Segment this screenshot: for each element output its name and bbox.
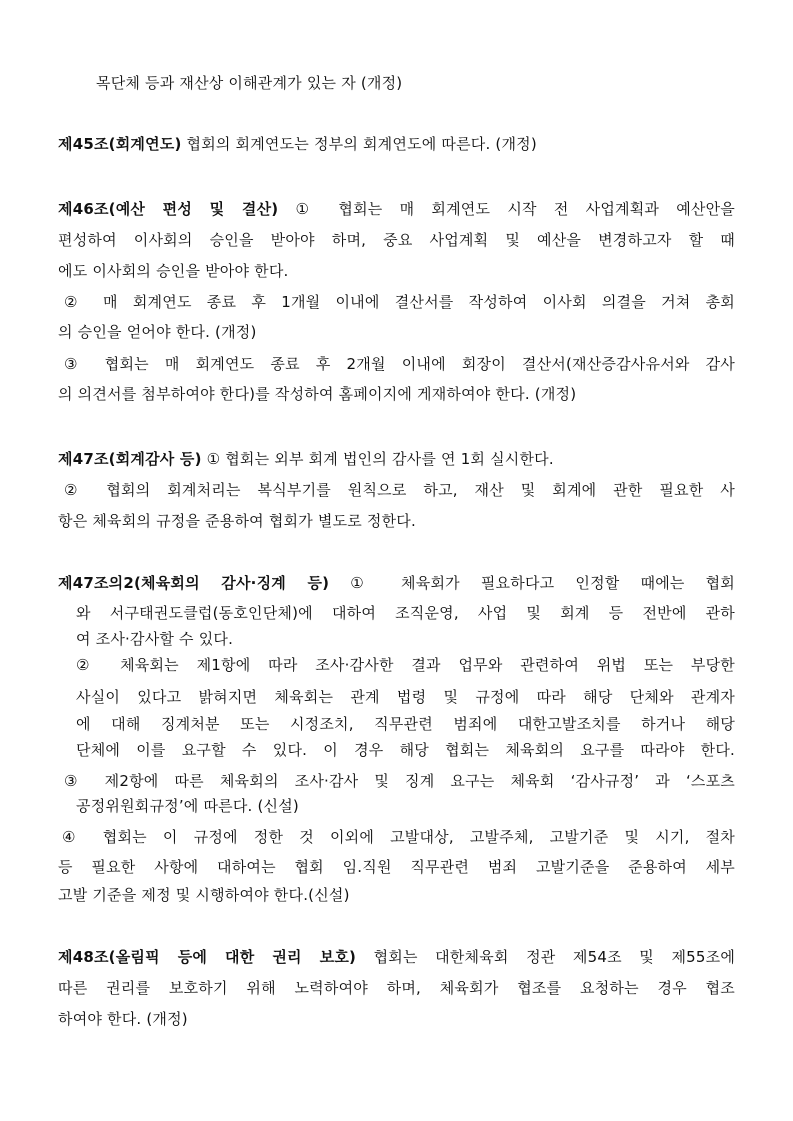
article-45-text: 협회의 회계연도는 정부의 회계연도에 따른다. (개정) (181, 135, 537, 153)
article-47-2-line-5: 사실이 있다고 밝혀지면 체육회는 관계 법령 및 규정에 따라 해당 단체와 관계자 (76, 688, 735, 706)
article-47-line-2: ② 협회의 회계처리는 복식부기를 원칙으로 하고, 재산 및 회계에 관한 필요한 사 (64, 481, 735, 499)
article-47-2-text-1: ① 체육회가 필요하다고 인정할 때에는 협회 (329, 574, 736, 592)
article-45 (58, 134, 537, 154)
article-47-2-line-6: 에 대해 징계처분 또는 시정조치, 직무관련 범죄에 대한고발조치를 하거나 해당 (76, 715, 735, 733)
article-48-line-1 (58, 947, 735, 967)
article-46-title: 제46조(예산 편성 및 결산) (58, 200, 279, 218)
article-46-line-3: 에도 이사회의 승인을 받아야 한다. (58, 262, 289, 280)
article-47-2-title: 제47조의2(체육회의 감사·징계 등) (58, 574, 330, 592)
article-46-line-7: 의 의견서를 첨부하여야 한다)를 작성하여 홈페이지에 게재하여야 한다. (개정) (58, 385, 577, 403)
article-46-line-6: ③ 협회는 매 회계연도 종료 후 2개월 이내에 회장이 결산서(재산증감사유서와 감사 (64, 355, 735, 373)
article-48-text-1: 협회는 대한체육회 정관 제54조 및 제55조에 (356, 948, 736, 966)
continuation-line: 목단체 등과 재산상 이해관계가 있는 자 (개정) (96, 74, 403, 92)
article-47-2-line-1 (58, 573, 735, 593)
article-46-line-1 (58, 199, 735, 219)
article-47-2-line-7: 단체에 이를 요구할 수 있다. 이 경우 해당 협회는 체육회의 요구를 따라야 한다. (76, 741, 735, 759)
article-47-2-line-2: 와 서구태권도클럽(동호인단체)에 대하여 조직운영, 사업 및 회계 등 전반에 관하 (76, 604, 735, 622)
article-47-title: 제47조(회계감사 등) (58, 450, 202, 468)
article-45-title: 제45조(회계연도) (58, 135, 182, 153)
article-47-2-line-8: ③ 제2항에 따른 체육회의 조사·감사 및 징계 요구는 체육회 ‘감사규정’ 과 ‘스포츠 (64, 772, 735, 790)
article-47-2-line-9: 공정위원회규정’에 따른다. (신설) (76, 797, 299, 815)
article-47-2-line-11: 등 필요한 사항에 대하여는 협회 임.직원 직무관련 범죄 고발기준을 준용하여 세부 (58, 858, 735, 876)
article-46-line-2: 편성하여 이사회의 승인을 받아야 하며, 중요 사업계획 및 예산을 변경하고자 할 때 (58, 231, 735, 249)
article-47-text-1: ① 협회는 외부 회계 법인의 감사를 연 1회 실시한다. (201, 450, 554, 468)
article-47-2-line-3: 여 조사·감사할 수 있다. (76, 630, 234, 648)
article-46-line-5: 의 승인을 얻어야 한다. (개정) (58, 323, 257, 341)
article-46-text-1: ① 협회는 매 회계연도 시작 전 사업계획과 예산안을 (278, 200, 735, 218)
article-47-2-line-4: ② 체육회는 제1항에 따라 조사·감사한 결과 업무와 관련하여 위법 또는 부당한 (76, 656, 735, 674)
article-48-line-2: 따른 권리를 보호하기 위해 노력하여야 하며, 체육회가 협조를 요청하는 경우 협조 (58, 979, 735, 997)
article-46-line-4: ② 매 회계연도 종료 후 1개월 이내에 결산서를 작성하여 이사회 의결을 거쳐 총회 (64, 293, 735, 311)
article-47-line-1 (58, 449, 554, 469)
article-47-line-3: 항은 체육회의 규정을 준용하여 협회가 별도로 정한다. (58, 512, 416, 530)
article-47-2-line-12: 고발 기준을 제정 및 시행하여야 한다.(신설) (58, 886, 350, 904)
article-47-2-line-10: ④ 협회는 이 규정에 정한 것 이외에 고발대상, 고발주체, 고발기준 및 시기, 절차 (62, 828, 735, 846)
article-48-line-3: 하여야 한다. (개정) (58, 1010, 188, 1028)
article-48-title: 제48조(올림픽 등에 대한 권리 보호) (58, 948, 357, 966)
